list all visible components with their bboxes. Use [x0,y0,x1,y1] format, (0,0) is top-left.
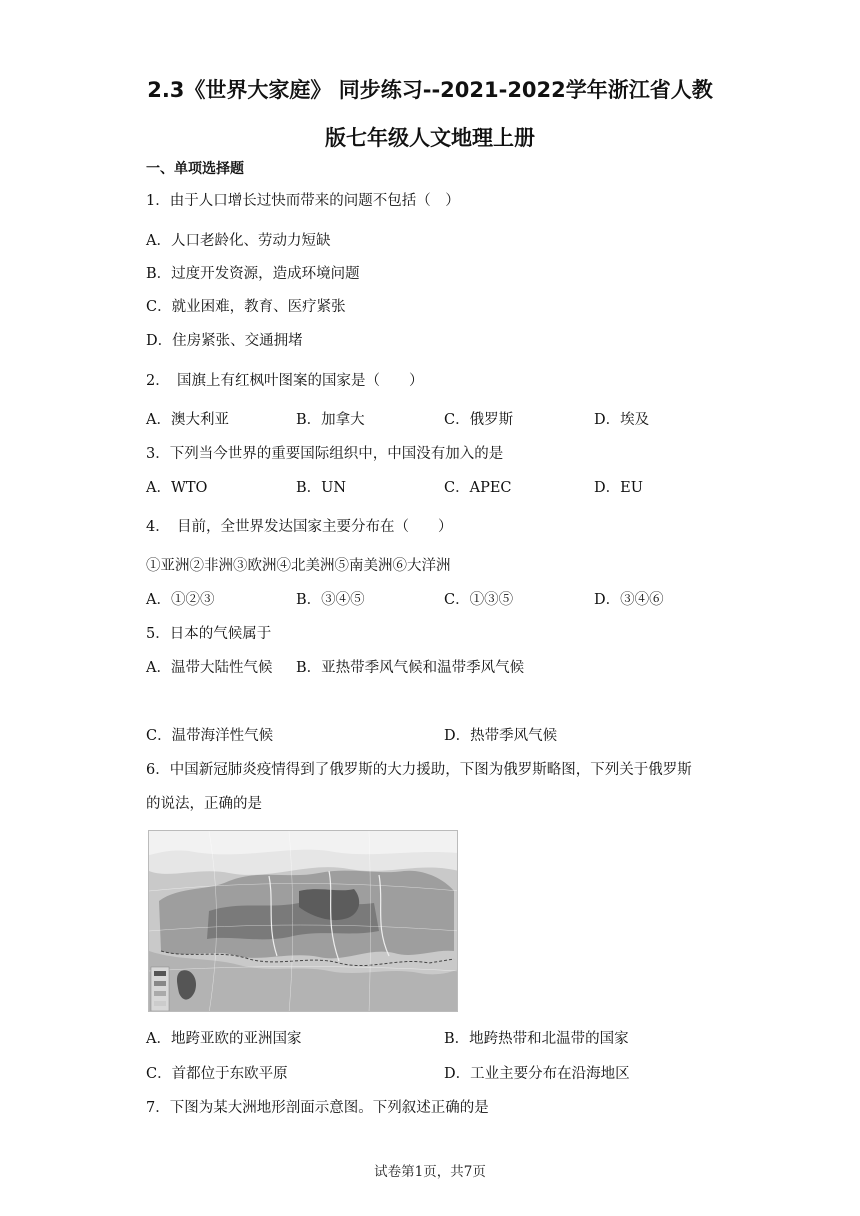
q6-option-a: A．地跨亚欧的亚洲国家 [146,1031,302,1047]
q4-option-a: A．①②③ [146,592,215,608]
q2-option-d: D．埃及 [594,412,650,428]
q5-stem: 5．日本的气候属于 [146,626,272,642]
q1-option-a: A．人口老龄化、劳动力短缺 [146,233,331,249]
q2-stem: 2． 国旗上有红枫叶图案的国家是（ ） [146,373,424,389]
q3-option-b: B．UN [296,480,347,496]
q7-stem: 7．下图为某大洲地形剖面示意图。下列叙述正确的是 [146,1100,489,1116]
q1-option-c: C．就业困难，教育、医疗紧张 [146,299,346,315]
q6-option-d: D．工业主要分布在沿海地区 [444,1066,630,1082]
q3-option-d: D．EU [594,480,643,496]
q5-option-d: D．热带季风气候 [444,728,558,744]
section-heading: 一、单项选择题 [146,161,244,177]
q5-option-c: C．温带海洋性气候 [146,728,274,744]
q4-option-d: D．③④⑥ [594,592,664,608]
q3-option-c: C．APEC [444,480,512,496]
q2-option-b: B．加拿大 [296,412,365,428]
title-line-1: 2.3《世界大家庭》 同步练习--2021-2022学年浙江省人教 [147,78,713,102]
russia-map-image [148,830,458,1012]
q6-option-c: C．首都位于东欧平原 [146,1066,288,1082]
q4-sub: ①亚洲②非洲③欧洲④北美洲⑤南美洲⑥大洋洲 [146,558,451,574]
q1-option-d: D．住房紧张、交通拥堵 [146,333,303,349]
q5-option-a: A．温带大陆性气候 [146,660,273,676]
q5-option-b: B．亚热带季风气候和温带季风气候 [296,660,525,676]
q3-stem: 3．下列当今世界的重要国际组织中，中国没有加入的是 [146,446,504,462]
q6-option-b: B．地跨热带和北温带的国家 [444,1031,629,1047]
title-line-2: 版七年级人文地理上册 [325,126,535,150]
russia-map-drawing [149,831,458,1012]
q4-option-c: C．①③⑤ [444,592,514,608]
q4-stem: 4． 目前，全世界发达国家主要分布在（ ） [146,519,453,535]
q6-stem-line-2: 的说法，正确的是 [146,796,262,812]
q3-option-a: A．WTO [146,480,208,496]
q6-stem-line-1: 6．中国新冠肺炎疫情得到了俄罗斯的大力援助，下图为俄罗斯略图，下列关于俄罗斯 [146,762,692,778]
q1-stem: 1．由于人口增长过快而带来的问题不包括（ ） [146,193,460,209]
q1-option-b: B．过度开发资源，造成环境问题 [146,266,360,282]
q4-option-b: B．③④⑤ [296,592,365,608]
q2-option-c: C．俄罗斯 [444,412,514,428]
page-footer: 试卷第1页，共7页 [374,1164,486,1180]
q2-option-a: A．澳大利亚 [146,412,229,428]
